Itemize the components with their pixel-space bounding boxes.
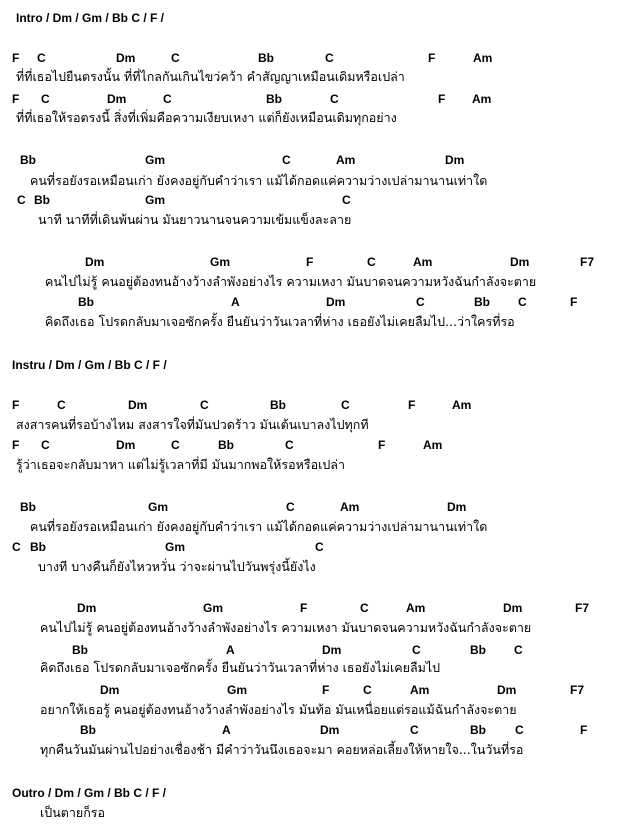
chord: Am <box>473 51 493 65</box>
chord: Dm <box>77 601 97 615</box>
chord: F <box>12 51 20 65</box>
chord: Gm <box>203 601 224 615</box>
lyric-line: คนที่รอยังรอเหมือนเก่า ยังคงอยู่กับคำว่าเรา แม้ได้กอดแค่ความว่างเปล่ามานานเท่าใด <box>30 519 488 534</box>
chord: F <box>580 723 588 737</box>
chord: Dm <box>100 683 120 697</box>
chord: Am <box>452 398 472 412</box>
chord: Dm <box>128 398 148 412</box>
chord: Bb <box>34 193 50 207</box>
chord: C <box>285 438 294 452</box>
chord: C <box>57 398 66 412</box>
chord: F <box>428 51 436 65</box>
chord: Am <box>423 438 443 452</box>
lyric-line: นาที นาทีที่เดินพ้นผ่าน มันยาวนานจนความเข้มแข็งละลาย <box>38 212 352 227</box>
lyric-line: สงสารคนที่รอบ้างไหม สงสารใจที่มันปวดร้าว มันเต้นเบาลงไปทุกที <box>16 417 369 432</box>
chord: Am <box>406 601 426 615</box>
chord: F <box>570 295 578 309</box>
outro-line: Outro / Dm / Gm / Bb C / F / <box>12 786 167 800</box>
lyric-line: บางที บางคืนก็ยังไหวหวั่น ว่าจะผ่านไปวันพรุ่งนี้ยังไง <box>38 559 316 574</box>
chord: C <box>282 153 291 167</box>
chord: C <box>163 92 172 106</box>
chord: C <box>171 51 180 65</box>
chord: F <box>12 92 20 106</box>
chord: C <box>12 540 21 554</box>
chord: Dm <box>445 153 465 167</box>
chord: A <box>231 295 240 309</box>
chord: Bb <box>20 153 36 167</box>
chord: Dm <box>320 723 340 737</box>
instru-line: Instru / Dm / Gm / Bb C / F / <box>12 358 167 372</box>
chord: C <box>325 51 334 65</box>
chord: Dm <box>503 601 523 615</box>
chord: C <box>171 438 180 452</box>
chord: F7 <box>570 683 585 697</box>
lyric-line: คิดถึงเธอ โปรดกลับมาเจอซักครั้ง ยืนยันว่าวันเวลาที่ห่าง เธอยังไม่เคยลืมไป <box>40 660 441 675</box>
chord: C <box>341 398 350 412</box>
chord: Bb <box>470 723 486 737</box>
chord: Bb <box>474 295 490 309</box>
chord: Gm <box>227 683 248 697</box>
chord: C <box>360 601 369 615</box>
chord: Dm <box>116 438 136 452</box>
chord: Bb <box>20 500 36 514</box>
chord: C <box>515 723 524 737</box>
chord: Dm <box>447 500 467 514</box>
chord: C <box>363 683 372 697</box>
lyric-line: ทุกคืนวันมันผ่านไปอย่างเชื่องช้า มีคำว่าวันนึงเธอจะมา คอยหล่อเลี้ยงให้หายใจ...ในวันที่รอ <box>40 742 524 757</box>
chord: C <box>286 500 295 514</box>
chord: Dm <box>322 643 342 657</box>
chord: Bb <box>72 643 88 657</box>
chord: F <box>300 601 308 615</box>
chord: Am <box>410 683 430 697</box>
chord: F <box>306 255 314 269</box>
chord: Gm <box>210 255 231 269</box>
outro-lyric: เป็นตายก็รอ <box>40 805 106 820</box>
chord: Bb <box>30 540 46 554</box>
chord: Am <box>340 500 360 514</box>
chord: F <box>12 398 20 412</box>
lyric-line: คนไปไม่รู้ คนอยู่ต้องทนอ้างว้างลำพังอย่างไร ความเหงา มันบาดจนความหวังฉันกำลังจะตาย <box>40 620 532 635</box>
lyric-line: อยากให้เธอรู้ คนอยู่ต้องทนอ้างว้างลำพังอย่างไร มันท้อ มันเหนื่อยแต่รอแม้ฉันกำลังจะตาย <box>40 702 517 717</box>
chord: F <box>438 92 446 106</box>
chord: Bb <box>80 723 96 737</box>
chord: C <box>416 295 425 309</box>
chord: Dm <box>85 255 105 269</box>
chord: Gm <box>148 500 169 514</box>
lyric-line: ที่ที่เธอให้รอตรงนี้ สิ่งที่เพิ่มคือความเงียบเหงา แต่ก็ยังเหมือนเดิมทุกอย่าง <box>16 110 397 125</box>
chord: Dm <box>510 255 530 269</box>
chord: Gm <box>145 153 166 167</box>
chord: F <box>408 398 416 412</box>
lyric-line: คนที่รอยังรอเหมือนเก่า ยังคงอยู่กับคำว่าเรา แม้ได้กอดแค่ความว่างเปล่ามานานเท่าใด <box>30 173 488 188</box>
chord: A <box>222 723 231 737</box>
chord: F <box>322 683 330 697</box>
chord: C <box>330 92 339 106</box>
chord: C <box>412 643 421 657</box>
chord: C <box>41 438 50 452</box>
chord: Dm <box>326 295 346 309</box>
chord: C <box>518 295 527 309</box>
chord: Bb <box>78 295 94 309</box>
chord: Gm <box>145 193 166 207</box>
chord: C <box>315 540 324 554</box>
chord: Bb <box>470 643 486 657</box>
chord: C <box>367 255 376 269</box>
chord: Am <box>472 92 492 106</box>
chord: Dm <box>116 51 136 65</box>
lyric-line: คนไปไม่รู้ คนอยู่ต้องทนอ้างว้างลำพังอย่างไร ความเหงา มันบาดจนความหวังฉันกำลังจะตาย <box>45 274 537 289</box>
chord: C <box>514 643 523 657</box>
chord: Gm <box>165 540 186 554</box>
chord: Dm <box>497 683 517 697</box>
lyric-line: ที่ที่เธอไปยืนตรงนั้น ที่ที่ไกลกันเกินไขว่คว้า คำสัญญาเหมือนเดิมหรือเปล่า <box>16 69 405 84</box>
chord: C <box>17 193 26 207</box>
lyric-line: คิดถึงเธอ โปรดกลับมาเจอซักครั้ง ยืนยันว่าวันเวลาที่ห่าง เธอยังไม่เคยลืมไป...ว่าใครที่รอ <box>45 314 515 329</box>
chord: Bb <box>266 92 282 106</box>
chord: Bb <box>258 51 274 65</box>
chord: C <box>41 92 50 106</box>
chord: F <box>378 438 386 452</box>
chord: Bb <box>218 438 234 452</box>
chord: C <box>37 51 46 65</box>
chord: C <box>200 398 209 412</box>
chord: Am <box>336 153 356 167</box>
chord: C <box>342 193 351 207</box>
chord: Dm <box>107 92 127 106</box>
chord: F <box>12 438 20 452</box>
chord: C <box>410 723 419 737</box>
chord: F7 <box>575 601 590 615</box>
chord: Bb <box>270 398 286 412</box>
chord: F7 <box>580 255 595 269</box>
chord: A <box>226 643 235 657</box>
intro-line: Intro / Dm / Gm / Bb C / F / <box>16 11 165 25</box>
lyric-line: รู้ว่าเธอจะกลับมาหา แต่ไม่รู้เวลาที่มี มันมากพอให้รอหรือเปล่า <box>16 457 345 472</box>
chord: Am <box>413 255 433 269</box>
